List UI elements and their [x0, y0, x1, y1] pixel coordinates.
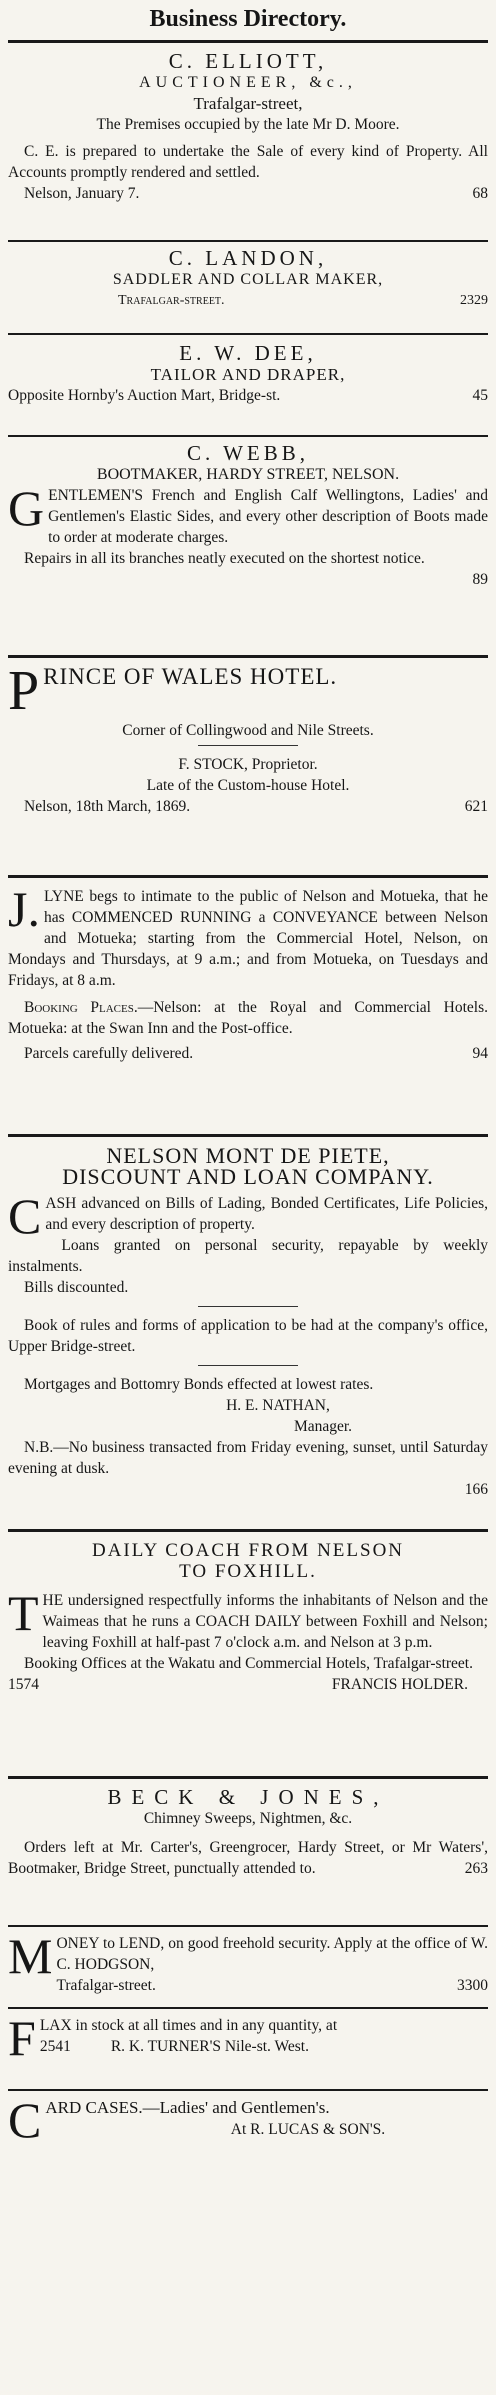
ad-flax — [8, 2009, 488, 2089]
ad-landon — [8, 242, 488, 333]
ad-mont-de-piete — [8, 1137, 488, 1529]
beck-body: Orders left at Mr. Carter's, Greengrocer, Hardy Street, or Mr Waters', Bootmaker, Bridge Street, punctually attended to. — [8, 1839, 488, 1877]
beck-trade: Chimney Sweeps, Nightmen, &c. — [143, 1810, 353, 1827]
mdp-title-2: DISCOUNT AND LOAN COMPANY. — [62, 1164, 434, 1189]
flax-drop-cap: F — [8, 2010, 36, 2066]
mdp-rules: Book of rules and forms of application to be had at the company's office, Upper Bridge-street. — [8, 1317, 488, 1355]
dee-number: 45 — [472, 387, 488, 404]
landon-number: 2329 — [460, 293, 488, 308]
elliott-premises: The Premises occupied by the late Mr D. Moore. — [96, 116, 400, 133]
webb-footer — [8, 569, 488, 590]
hotel-proprietor: F. STOCK, Proprietor. — [178, 756, 318, 773]
coach-body-block — [8, 1585, 488, 1653]
dee-footer — [8, 385, 488, 406]
mdp-body: ASH advanced on Bills of Lading, Bonded Certificates, Life Policies, and every description of property. — [45, 1195, 488, 1233]
ad-coach — [8, 1532, 488, 1776]
mdp-nb: N.B.—No business transacted from Friday evening, sunset, until Saturday evening at dusk. — [8, 1439, 488, 1477]
section-header: Business Directory. — [149, 6, 347, 32]
flax-number: 2541 — [39, 2038, 71, 2055]
money-body-block — [8, 1928, 488, 1984]
cards-body: ARD CASES.—Ladies' and Gentlemen's. — [45, 2098, 330, 2117]
ad-webb — [8, 437, 488, 655]
landon-name: C. LANDON, — [168, 246, 328, 270]
dee-name: E. W. DEE, — [179, 341, 317, 365]
webb-number: 89 — [472, 571, 488, 588]
ad-lyne — [8, 878, 488, 1134]
elliott-date: Nelson, January 7. — [24, 185, 140, 202]
coach-number: 1574 — [8, 1676, 39, 1693]
ad-elliott — [8, 43, 488, 240]
hotel-title-block — [8, 660, 488, 722]
hotel-footer — [8, 796, 488, 817]
mdp-drop-cap: C — [8, 1188, 42, 1244]
landon-footer — [8, 290, 488, 311]
hotel-date: Nelson, 18th March, 1869. — [24, 798, 191, 815]
webb-body: ENTLEMEN'S French and English Calf Wellingtons, Ladies' and Gentlemen's Elastic Sides, and every other description of Boots made to order at moderate charges. — [48, 487, 488, 546]
webb-repairs: Repairs in all its branches neatly executed on the shortest notice. — [24, 550, 425, 567]
webb-body-block — [8, 480, 488, 548]
lyne-booking — [8, 997, 488, 1039]
elliott-number: 68 — [472, 185, 488, 202]
landon-street: Trafalgar-street. — [118, 293, 225, 308]
webb-drop-cap: G — [8, 480, 45, 536]
ad-beck-jones — [8, 1779, 488, 1925]
coach-footer — [8, 1674, 488, 1695]
ad-hotel — [8, 658, 488, 875]
flax-footer — [40, 2036, 488, 2057]
elliott-footer — [8, 183, 488, 204]
lyne-number: 94 — [472, 1045, 488, 1062]
money-street: Trafalgar-street. — [56, 1977, 156, 1994]
lyne-booking-label: Booking Places. — [24, 999, 138, 1016]
lyne-body-block — [8, 881, 488, 991]
dee-trade: TAILOR AND DRAPER, — [150, 365, 346, 384]
cards-drop-cap: C — [8, 2092, 42, 2148]
ad-card-cases — [8, 2091, 488, 2171]
elliott-name: C. ELLIOTT, — [168, 49, 328, 73]
mdp-footer — [8, 1479, 488, 1500]
divider — [198, 1306, 298, 1307]
flax-dealer: R. K. TURNER'S Nile-st. West. — [110, 2038, 309, 2055]
mdp-bills: Bills discounted. — [24, 1279, 129, 1296]
hotel-late: Late of the Custom-house Hotel. — [146, 777, 350, 794]
money-number: 3300 — [457, 1977, 488, 1994]
elliott-body: C. E. is prepared to undertake the Sale of every kind of Property. All Accounts promptly rendered and settled. — [8, 143, 488, 181]
money-drop-cap: M — [8, 1928, 53, 1984]
coach-offices: Booking Offices at the Wakatu and Commercial Hotels, Trafalgar-street. — [24, 1655, 473, 1672]
cards-at: At R. LUCAS & SON'S. — [230, 2121, 386, 2138]
webb-trade: BOOTMAKER, HARDY STREET, NELSON. — [96, 466, 400, 483]
lyne-drop-cap: J. — [8, 881, 40, 937]
coach-body: HE undersigned respectfully informs the inhabitants of Nelson and the Waimeas that he runs a COACH DAILY between Foxhill and Nelson; leaving Foxhill at half-past 7 o'clock a.m. and Nelson at 3 p.m. — [42, 1592, 488, 1651]
flax-body: LAX in stock at all times and in any quantity, at — [39, 2017, 338, 2034]
lyne-body: LYNE begs to intimate to the public of Nelson and Motueka, that he has COMMENCED RUNNING a CONVEYANCE between Nelson and Motueka; starting from the Commercial Hotel, Nelson, on Mondays and Thursdays, at 9 a.m.; and from Motueka, on Tuesdays and Fridays, at 8 a.m. — [8, 888, 488, 989]
elliott-trade: AUCTIONEER, &c., — [139, 74, 357, 91]
mdp-title-1: NELSON MONT DE PIETE, — [106, 1143, 390, 1168]
coach-title-1: DAILY COACH FROM NELSON — [91, 1540, 405, 1561]
divider — [198, 1365, 298, 1366]
coach-drop-cap: T — [8, 1585, 39, 1641]
mdp-body-block — [8, 1188, 488, 1244]
lyne-parcels: Parcels carefully delivered. — [24, 1045, 194, 1062]
coach-signer: FRANCIS HOLDER. — [331, 1676, 468, 1693]
mdp-loans: Loans granted on personal security, repayable by weekly instalments. — [8, 1237, 488, 1275]
hotel-number: 621 — [464, 798, 488, 815]
divider — [198, 745, 298, 746]
mdp-number: 166 — [464, 1481, 488, 1498]
beck-name: BECK & JONES, — [107, 1785, 389, 1809]
mdp-role: Manager. — [293, 1418, 353, 1435]
hotel-drop-cap: P — [8, 660, 40, 722]
landon-trade: SADDLER AND COLLAR MAKER, — [112, 271, 384, 288]
hotel-corner: Corner of Collingwood and Nile Streets. — [122, 722, 374, 739]
beck-number: 263 — [464, 1860, 488, 1877]
webb-name: C. WEBB, — [186, 441, 310, 465]
ad-dee — [8, 335, 488, 435]
hotel-title: RINCE OF WALES HOTEL. — [43, 664, 338, 689]
ad-money — [8, 1927, 488, 2007]
dee-address: Opposite Hornby's Auction Mart, Bridge-st. — [8, 387, 281, 404]
mdp-mortgages: Mortgages and Bottomry Bonds effected at lowest rates. — [24, 1376, 374, 1393]
money-footer — [56, 1975, 488, 1996]
mdp-signer: H. E. NATHAN, — [226, 1397, 330, 1414]
lyne-footer — [8, 1043, 488, 1064]
coach-title-2: TO FOXHILL. — [179, 1561, 317, 1582]
lyne-booking-text: —Nelson: at the Royal and Commercial Hotels. Motueka: at the Swan Inn and the Post-office. — [8, 999, 488, 1037]
elliott-street: Trafalgar-street, — [193, 94, 303, 113]
money-body: ONEY to LEND, on good freehold security. Apply at the office of W. C. HODGSON, — [56, 1935, 488, 1973]
